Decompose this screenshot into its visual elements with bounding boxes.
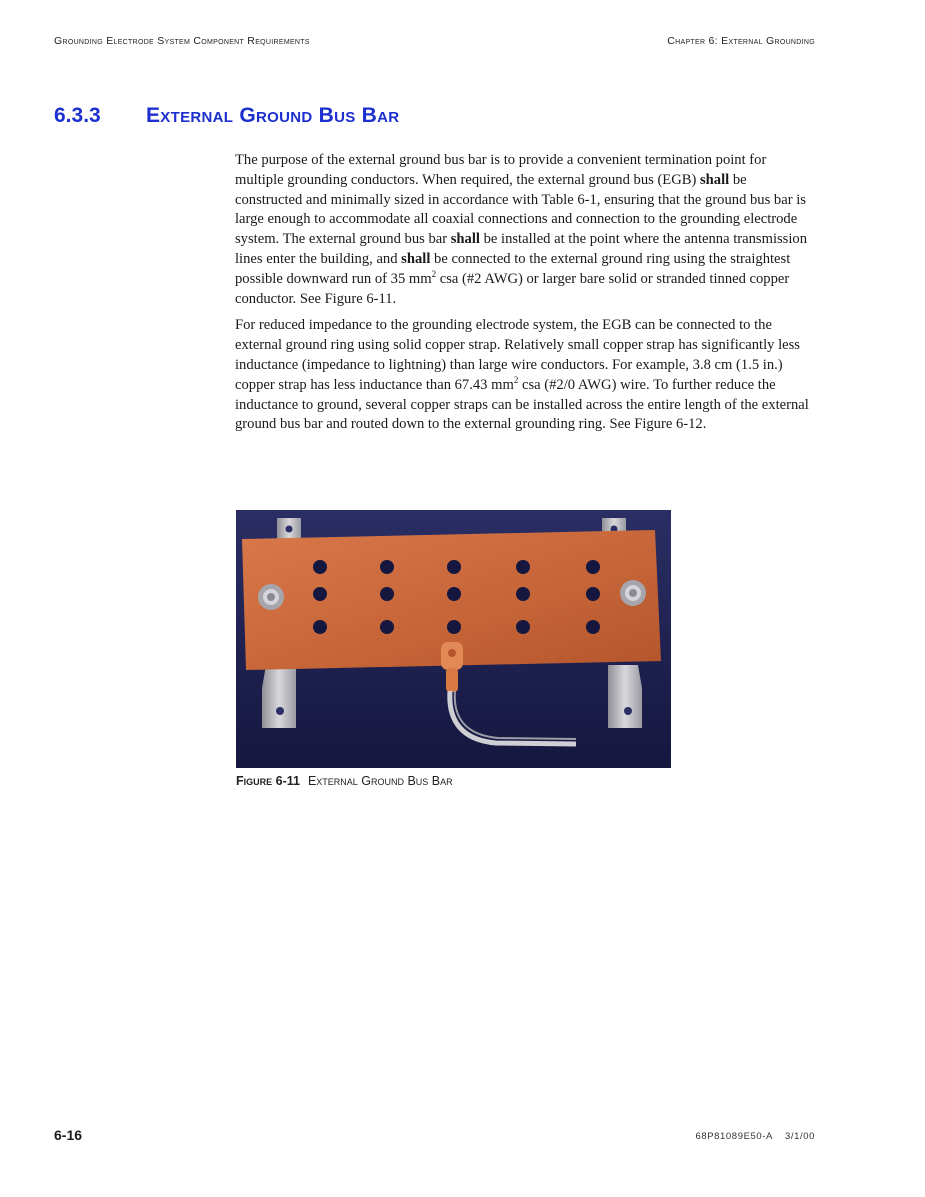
right-bolt — [620, 580, 646, 606]
running-header-right: Chapter 6: External Grounding — [667, 35, 815, 47]
paragraph-1: The purpose of the external ground bus bar is to provide a convenient termination point for multiple grounding conductors. When required, the external ground bus (EGB) shall be constructed and minimally sized in accordance with Table 6-1, ensuring that the ground bus bar is large enough to accommodate all coaxial connections and connection to the grounding electrode system. The external ground bus bar shall be installed at the point where the antenna transmission lines enter the building, and shall be connected to the external ground ring using the straightest possible downward run of 35 $mm^2$ csa (#2 AWG) or larger bare solid or stranded tinned copper conductor. See Figure 6-11. — [235, 152, 808, 307]
section-heading — [54, 104, 399, 128]
doc-date: 3/1/00 — [784, 1131, 815, 1142]
page-number: 6-16 — [54, 1127, 83, 1143]
bottom-left-bracket — [262, 665, 296, 728]
paragraph-2: For reduced impedance to the grounding electrode system, the EGB can be connected to the external ground ring using solid copper strap. Relatively small copper strap has significantly less inductance (impedance to lightning) than large wire conductors. For example, 3.8 cm (1.5 in.) copper strap has less inductance than 67.43 $mm^2$ csa (#2/0 AWG) wire. To further reduce the inductance to ground, several copper straps can be installed across the entire length of the external ground bus bar and routed down to the external grounding ring. See Figure 6-12. — [235, 317, 809, 433]
bottom-right-bracket — [608, 665, 642, 728]
section-number: 6.3.3 — [54, 104, 101, 127]
running-header-left: Grounding Electrode System Component Requirements — [54, 35, 310, 47]
section-title: External Ground Bus Bar — [146, 104, 400, 127]
figure-label: Figure 6-11 — [236, 774, 300, 788]
left-bolt — [258, 584, 284, 610]
body-text — [235, 151, 815, 442]
ground-bus-bar-photo — [236, 510, 671, 768]
figure-title: External Ground Bus Bar — [307, 774, 453, 788]
figure-caption — [236, 774, 453, 788]
doc-id: 68P81089E50-A — [695, 1131, 773, 1142]
footer-doc-info — [695, 1131, 815, 1142]
